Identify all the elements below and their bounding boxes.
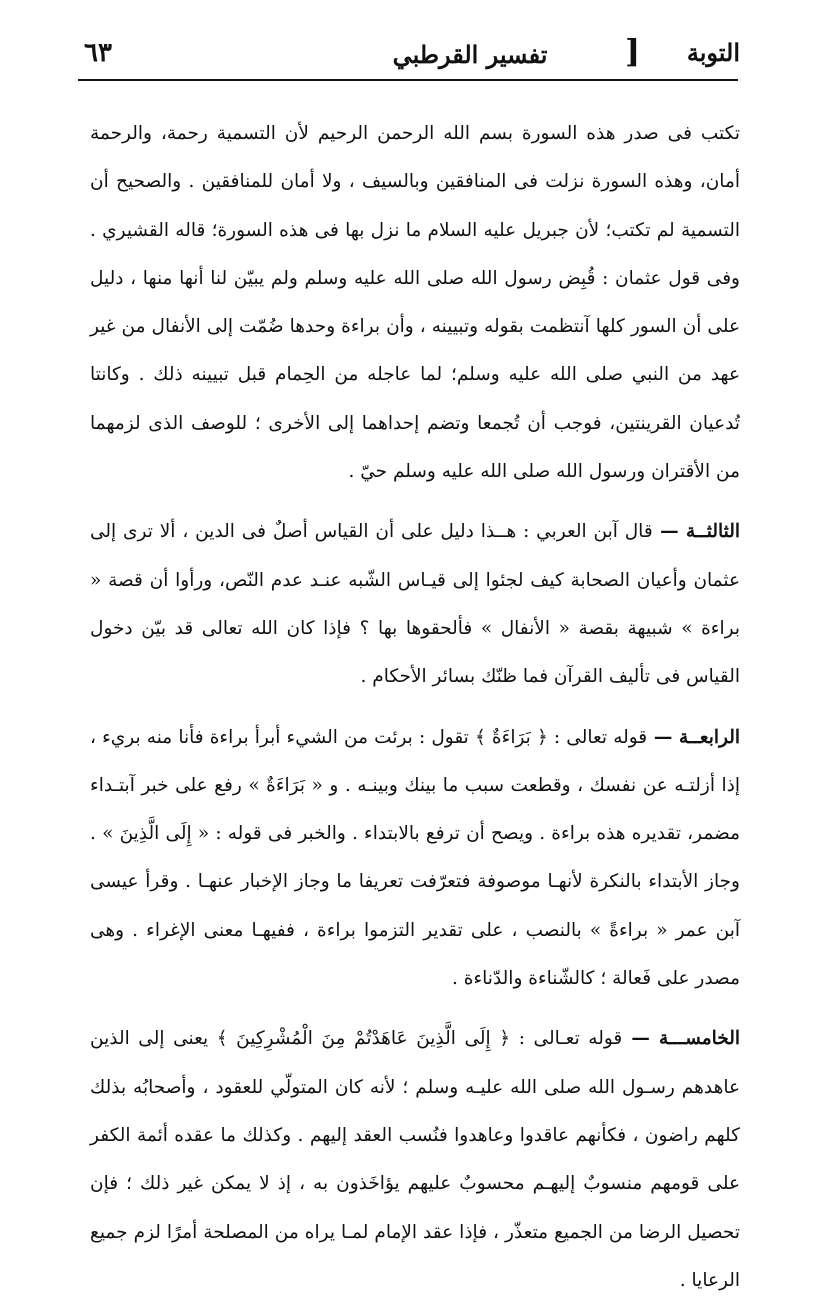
running-header — [80, 30, 740, 74]
paragraph-lead: الثالثــة — — [652, 521, 740, 543]
page-body — [90, 110, 740, 1305]
paragraph-text: تكتب فى صدر هذه السورة بسم الله الرحمن الرحيم لأن التسمية رحمة، والرحمة أمان، وهذه السورة نزلت فى المنافقين وبالسيف ، ولا أمان للمنافقين . والصحيح أن التسمية لم تكتب؛ لأن جبريل عليه السلام ما نزل بها فى هذه السورة؛ قاله القشيري . وفى قول عثمان : قُبِض رسول الله صلى الله عليه وسلم ولم يبيّن لنا أنها منها ، دليل على أن السور كلها آنتظمت بقوله وتبيينه ، وأن براءة وحدها ضُمّت إلى الأنفال من غير عهد من النبي صلى الله عليه وسلم؛ لما عاجله من الحِمام قبل تبيينه ذلك . وكانتا تُدعيان القرينتين، فوجب أن تُجمعا وتضم إحداهما إلى الأخرى ؛ للوصف الذى لزمهما من الأقتران ورسول الله صلى الله عليه وسلم حيّ . — [90, 123, 740, 483]
paragraph-lead: الخامســـة — — [622, 1028, 741, 1050]
paragraph-intro — [90, 110, 740, 496]
page-number: ٦٣ — [84, 38, 112, 68]
paragraph-lead: الرابعــة — — [647, 726, 740, 748]
paragraph-fifth — [90, 1015, 740, 1305]
book-title: تفسير القرطبي — [392, 40, 548, 69]
paragraph-text: قال آبن العربي : هــذا دليل على أن القياس أصلٌ فى الدين ، ألا ترى إلى عثمان وأعيان الصحابة كيف لجئوا إلى قيـاس الشّبه عنـد عدم النّص، ورأوا أن قصة « براءة » شبيهة بقصة « الأنفال » فألحقوها بها ؟ فإذا كان الله تعالى قد بيّن دخول القياس فى تأليف القرآن فما ظنّك بسائر الأحكام . — [90, 521, 740, 688]
surah-name: التوبة — [686, 38, 740, 67]
header-rule — [78, 79, 738, 81]
paragraph-text: قوله تعالى : ﴿ بَرَاءَةٌ ﴾ تقول : برئت من الشيء أبرأ براءة فأنا منه بريء ، إذا أزلتـه عن نفسك ، وقطعت سبب ما بينك وبينـه . و « بَرَاءَةٌ » رفع على خبر آبتـداء مضمر، تقديره هذه براءة . ويصح أن ترفع بالابتداء . والخبر فى قوله : « إِلَى الَّذِينَ » . وجاز الأبتداء بالنكرة لأنهـا موصوفة فتعرّفت تعريفا ما وجاز الإخبار عنهـا . وقرأ عيسى آبن عمر « براءةً » بالنصب ، على تقدير التزموا براءة ، ففيهـا معنى الإغراء . وهى مصدر على فَعالة ؛ كالشّناءة والدّناءة . — [90, 726, 740, 990]
paragraph-fourth — [90, 714, 740, 1004]
paragraph-third — [90, 508, 740, 701]
header-bracket: ] — [625, 32, 641, 70]
paragraph-text: قوله تعـالى : ﴿ إِلَى الَّذِينَ عَاهَدْتُمْ مِنَ الْمُشْرِكِينَ ﴾ يعنى إلى الذين عاهدهم رسـول الله صلى الله عليـه وسلم ؛ لأنه كان المتولّي للعقود ، وأصحابُه بذلك كلهم راضون ، فكأنهم عاقدوا وعاهدوا فنُسب العقد إليهم . وكذلك ما عقده أئمة الكفر على قومهم منسوبٌ إليهـم محسوبٌ عليهم يؤاخَذون به ، إذ لا يمكن غير ذلك ؛ فإن تحصيل الرضا من الجميع متعذّر ، فإذا عقد الإمام لمـا يراه من المصلحة أمرًا لزم جميع الرعايا . — [90, 1028, 740, 1291]
